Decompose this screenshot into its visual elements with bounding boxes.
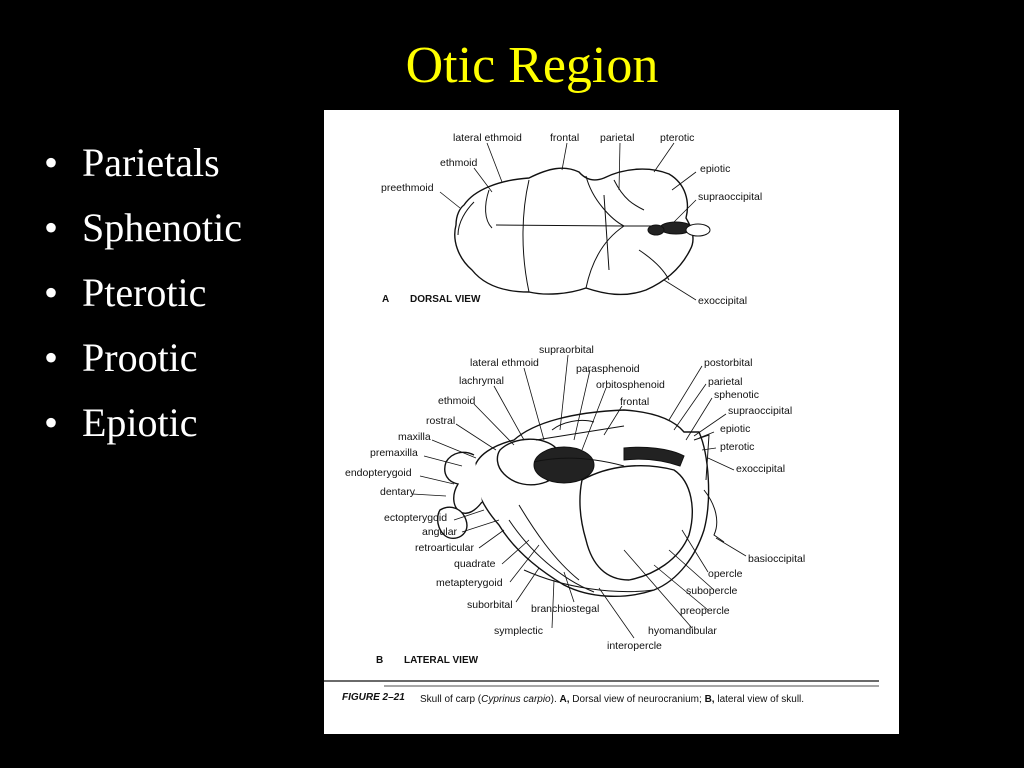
label-ethmoid: ethmoid <box>440 157 478 169</box>
slide-title: Otic Region <box>405 37 659 94</box>
label-supraoccipital: supraoccipital <box>728 405 793 417</box>
bullet-glyph: • <box>44 140 59 185</box>
label-exoccipital: exoccipital <box>698 295 748 307</box>
label-metapterygoid: metapterygoid <box>436 577 503 589</box>
dorsal-view-label: DORSAL VIEW <box>410 294 481 305</box>
label-dentary: dentary <box>380 486 416 498</box>
label-preethmoid: preethmoid <box>381 182 434 194</box>
label-frontal: frontal <box>620 396 650 408</box>
label-subopercle: subopercle <box>686 585 738 597</box>
label-basioccipital: basioccipital <box>748 553 806 565</box>
caption-text-after: ). <box>550 694 560 705</box>
bullet-text: Sphenotic <box>82 205 242 250</box>
bullet-glyph: • <box>44 400 59 445</box>
bullet-text: Epiotic <box>82 400 198 445</box>
bullet-item <box>44 130 242 195</box>
bullet-list <box>44 130 242 455</box>
bullet-glyph: • <box>44 335 59 380</box>
lateral-view-label: LATERAL VIEW <box>404 655 479 666</box>
caption-part-a-letter: A, <box>559 694 570 705</box>
label-pterotic: pterotic <box>660 132 695 144</box>
label-parasphenoid: parasphenoid <box>576 363 640 375</box>
caption-part-a-text: Dorsal view of neurocranium; <box>569 694 705 705</box>
label-sphenotic: sphenotic <box>714 389 759 401</box>
label-exoccipital: exoccipital <box>736 463 786 475</box>
bullet-text: Parietals <box>82 140 220 185</box>
label-lateral-ethmoid: lateral ethmoid <box>470 357 539 369</box>
dorsal-view-letter: A <box>382 294 390 305</box>
label-retroarticular: retroarticular <box>415 542 474 554</box>
label-orbitosphenoid: orbitosphenoid <box>596 379 665 391</box>
label-epiotic: epiotic <box>700 163 731 175</box>
label-premaxilla: premaxilla <box>370 447 418 459</box>
label-epiotic: epiotic <box>720 423 751 435</box>
label-branchiostegal: branchiostegal <box>531 603 600 615</box>
dorsal-skull-drawing <box>455 168 710 294</box>
label-pterotic: pterotic <box>720 441 755 453</box>
skull-diagram <box>324 110 899 734</box>
caption-species: Cyprinus carpio <box>481 694 551 705</box>
caption-part-b-letter: B, <box>704 694 715 705</box>
label-supraoccipital: supraoccipital <box>698 191 763 203</box>
lateral-view-letter: B <box>376 655 384 666</box>
label-endopterygoid: endopterygoid <box>345 467 412 479</box>
bullet-text: Pterotic <box>82 270 207 315</box>
label-maxilla: maxilla <box>398 431 431 443</box>
bullet-item <box>44 390 242 455</box>
label-lateral-ethmoid: lateral ethmoid <box>453 132 522 144</box>
bullet-glyph: • <box>44 270 59 315</box>
label-frontal: frontal <box>550 132 580 144</box>
bullet-item <box>44 260 242 325</box>
label-lachrymal: lachrymal <box>459 375 504 387</box>
bullet-text: Prootic <box>82 335 198 380</box>
caption-figure-label: FIGURE 2–21 <box>342 692 405 703</box>
label-parietal: parietal <box>708 376 743 388</box>
label-interopercle: interopercle <box>607 640 662 652</box>
label-postorbital: postorbital <box>704 357 753 369</box>
label-angular: angular <box>422 526 458 538</box>
caption-part-b-text: lateral view of skull. <box>714 694 805 705</box>
label-symplectic: symplectic <box>494 625 544 637</box>
label-parietal: parietal <box>600 132 635 144</box>
label-supraorbital: supraorbital <box>539 344 594 356</box>
label-quadrate: quadrate <box>454 558 496 570</box>
bullet-glyph: • <box>44 205 59 250</box>
label-ectopterygoid: ectopterygoid <box>384 512 448 524</box>
label-rostral: rostral <box>426 415 456 427</box>
label-preopercle: preopercle <box>680 605 730 617</box>
caption-text-before: Skull of carp ( <box>420 694 482 705</box>
caption-text <box>420 694 804 705</box>
label-opercle: opercle <box>708 568 743 580</box>
bullet-item <box>44 195 242 260</box>
label-hyomandibular: hyomandibular <box>648 625 717 637</box>
carp-skull-figure <box>324 110 899 734</box>
bullet-item <box>44 325 242 390</box>
label-suborbital: suborbital <box>467 599 513 611</box>
label-ethmoid: ethmoid <box>438 395 476 407</box>
